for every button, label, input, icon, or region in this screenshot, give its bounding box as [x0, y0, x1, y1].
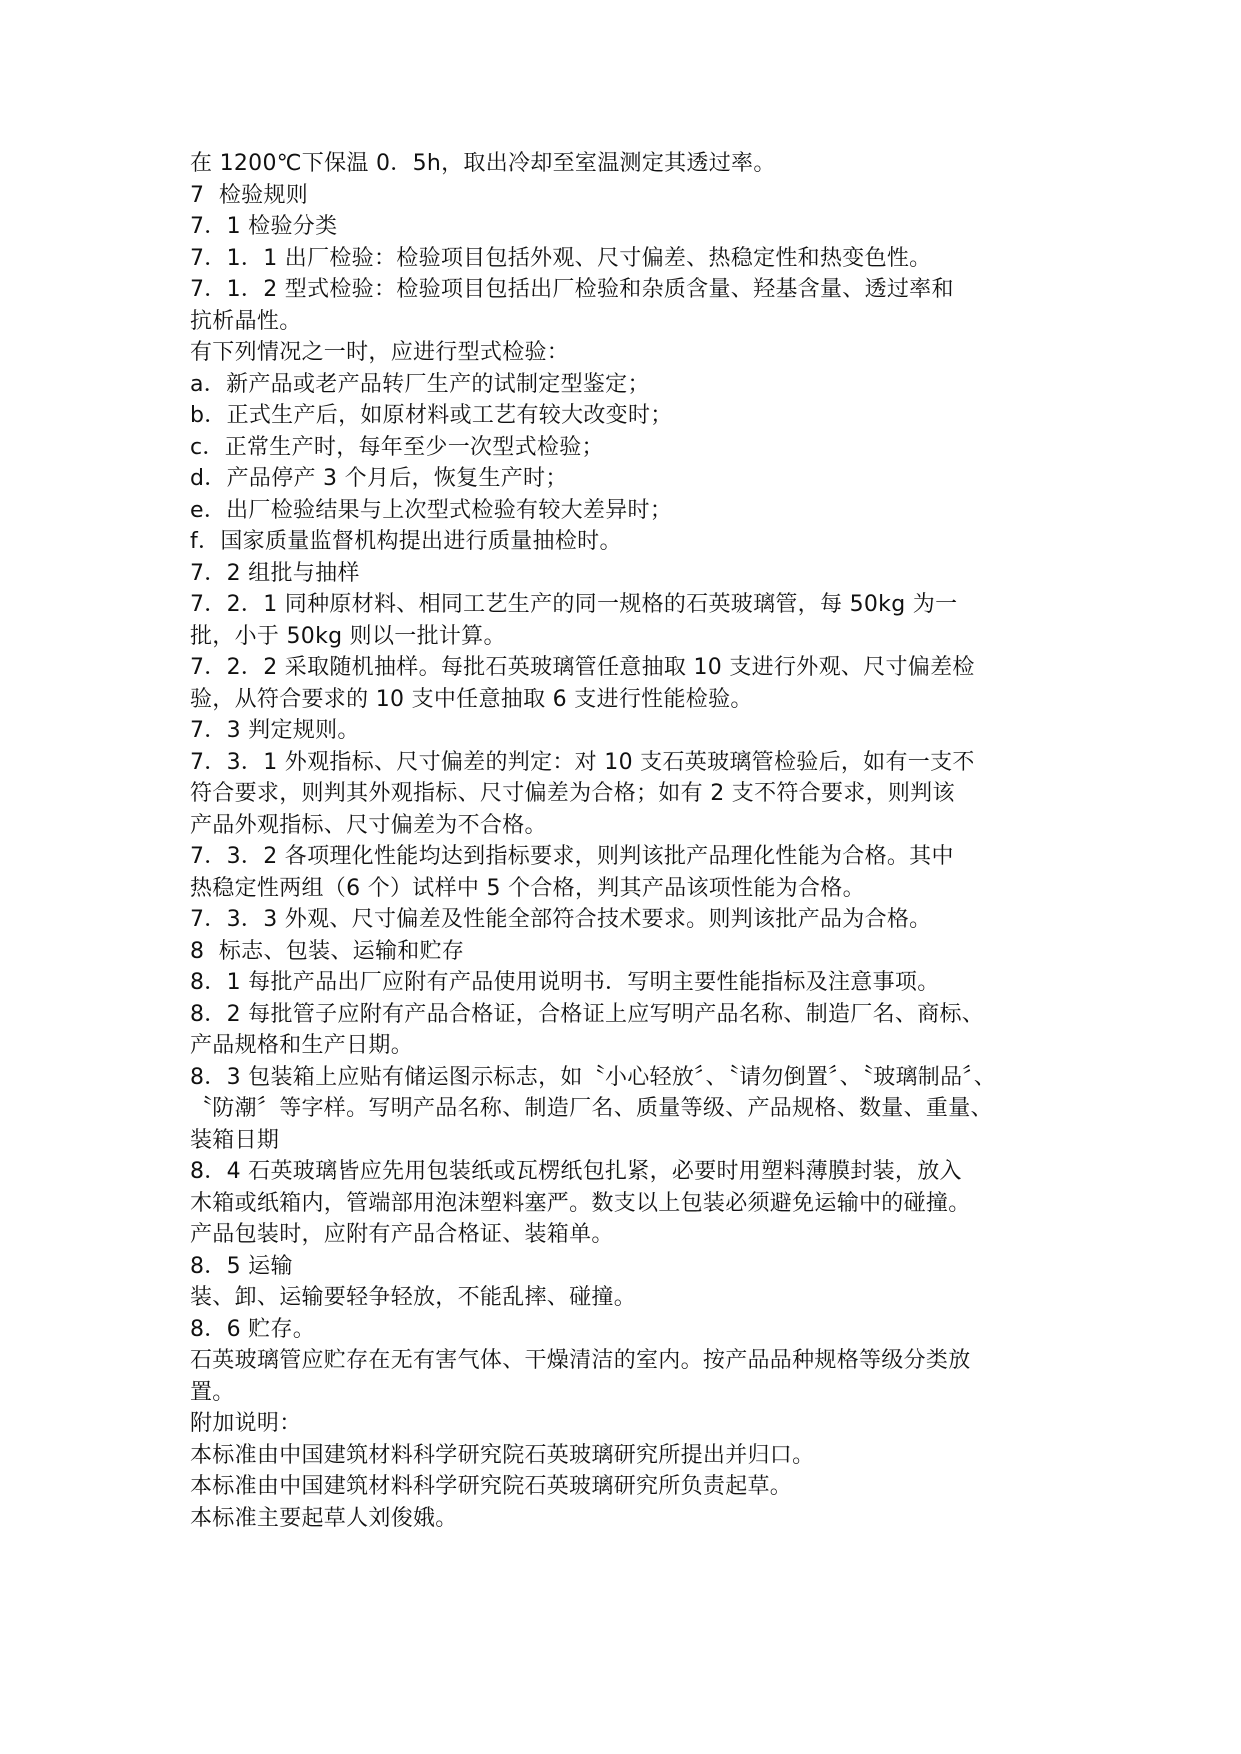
text-line: 装箱日期	[190, 1127, 280, 1153]
text-line: 8．2 每批管子应附有产品合格证，合格证上应写明产品名称、制造厂名、商标、	[190, 1001, 985, 1027]
text-line: 石英玻璃管应贮存在无有害气体、干燥清洁的室内。按产品品种规格等级分类放	[190, 1348, 971, 1373]
subsection-heading: 7．2 组批与抽样	[190, 560, 360, 586]
list-item: b．正式生产后，如原材料或工艺有较大改变时；	[190, 403, 673, 428]
list-item: e．出厂检验结果与上次型式检验有较大差异时；	[190, 497, 673, 523]
text-line: 抗析晶性。	[190, 308, 302, 334]
text-line: 有下列情况之一时，应进行型式检验：	[190, 340, 570, 365]
text-line: 批，小于 50kg 则以一批计算。	[190, 623, 506, 649]
list-item: f．国家质量监督机构提出进行质量抽检时。	[190, 529, 622, 554]
appendix-heading: 附加说明：	[190, 1411, 302, 1436]
text-line: 本标准由中国建筑材料科学研究院石英玻璃研究所负责起草。	[190, 1474, 793, 1499]
document-body	[190, 148, 1070, 1534]
text-line: 验，从符合要求的 10 支中任意抽取 6 支进行性能检验。	[190, 686, 753, 712]
text-line: 产品包装时，应附有产品合格证、装箱单。	[190, 1222, 614, 1247]
list-item: a．新产品或老产品转厂生产的试制定型鉴定；	[190, 371, 650, 397]
list-item: d．产品停产 3 个月后，恢复生产时；	[190, 466, 568, 491]
text-line: 〝防潮〞等字样。写明产品名称、制造厂名、质量等级、产品规格、数量、重量、	[190, 1096, 993, 1121]
text-line: 热稳定性两组（6 个）试样中 5 个合格，判其产品该项性能为合格。	[190, 875, 865, 901]
subsection-heading: 8．5 运输	[190, 1253, 293, 1279]
text-line: 在 1200℃下保温 0．5h，取出冷却至室温测定其透过率。	[190, 151, 776, 176]
section-heading: 7 检验规则	[190, 182, 309, 208]
subsection-heading: 7．1 检验分类	[190, 214, 338, 239]
text-line: 7．3．2 各项理化性能均达到指标要求，则判该批产品理化性能为合格。其中	[190, 844, 954, 869]
text-line: 7．1．1 出厂检验：检验项目包括外观、尺寸偏差、热稳定性和热变色性。	[190, 245, 932, 271]
text-line: 8．4 石英玻璃皆应先用包装纸或瓦楞纸包扎紧，必要时用塑料薄膜封装，放入	[190, 1159, 962, 1184]
text-line: 7．1．2 型式检验：检验项目包括出厂检验和杂质含量、羟基含量、透过率和	[190, 277, 954, 302]
text-line: 产品规格和生产日期。	[190, 1033, 414, 1058]
text-line: 7．3．3 外观、尺寸偏差及性能全部符合技术要求。则判该批产品为合格。	[190, 907, 932, 932]
text-line: 7．2．1 同种原材料、相同工艺生产的同一规格的石英玻璃管，每 50kg 为一	[190, 592, 958, 617]
text-line: 7．2．2 采取随机抽样。每批石英玻璃管任意抽取 10 支进行外观、尺寸偏差检	[190, 655, 975, 680]
text-line: 产品外观指标、尺寸偏差为不合格。	[190, 812, 547, 838]
section-heading: 8 标志、包装、运输和贮存	[190, 938, 465, 964]
list-item: c．正常生产时，每年至少一次型式检验；	[190, 434, 604, 460]
text-line: 8．3 包装箱上应贴有储运图示标志，如〝小心轻放〞、〝请勿倒置〞、〝玻璃制品〞、	[190, 1064, 996, 1090]
text-line: 装、卸、运输要轻争轻放，不能乱摔、碰撞。	[190, 1285, 637, 1310]
text-line: 符合要求，则判其外观指标、尺寸偏差为合格；如有 2 支不符合要求，则判该	[190, 781, 955, 806]
subsection-heading: 8．6 贮存。	[190, 1316, 316, 1342]
text-line: 本标准由中国建筑材料科学研究院石英玻璃研究所提出并归口。	[190, 1442, 815, 1468]
text-line: 置。	[190, 1379, 235, 1405]
text-line: 本标准主要起草人刘俊娥。	[190, 1505, 458, 1531]
text-line: 7．3．1 外观指标、尺寸偏差的判定：对 10 支石英玻璃管检验后，如有一支不	[190, 749, 975, 775]
subsection-heading: 7．3 判定规则。	[190, 718, 360, 743]
text-line: 木箱或纸箱内，管端部用泡沫塑料塞严。数支以上包装必须避免运输中的碰撞。	[190, 1190, 971, 1216]
text-line: 8．1 每批产品出厂应附有产品使用说明书．写明主要性能指标及注意事项。	[190, 970, 940, 995]
